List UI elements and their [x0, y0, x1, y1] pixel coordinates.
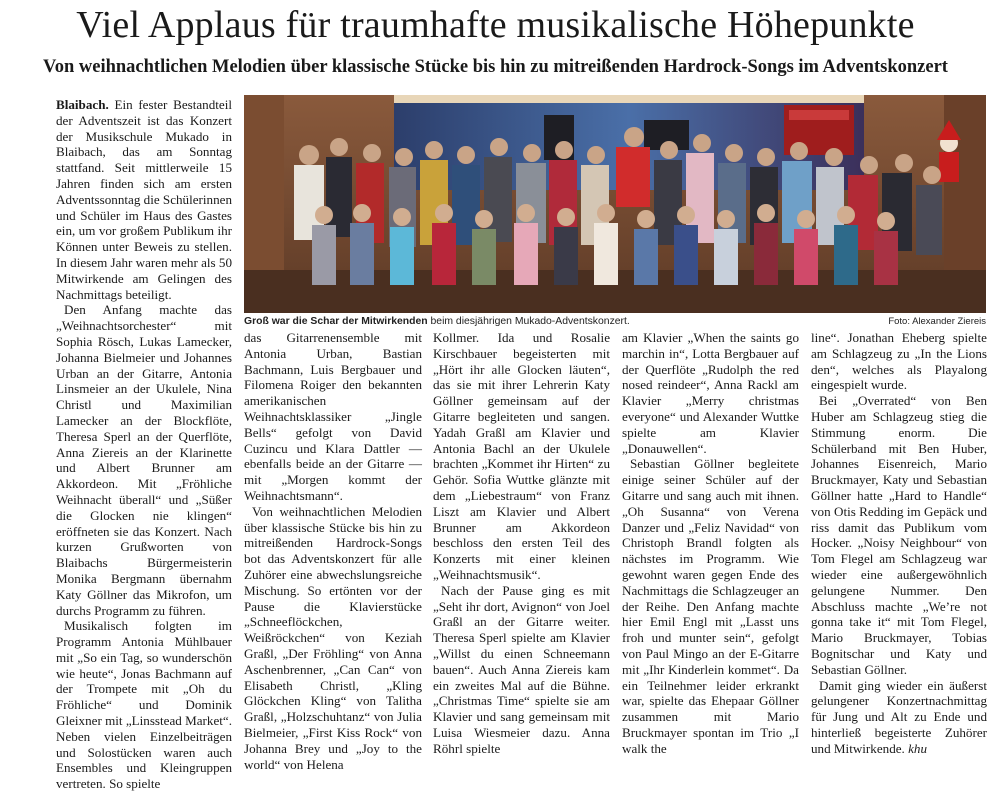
- article-column-5: [811, 330, 987, 756]
- caption-bold: Groß war die Schar der Mitwirkenden: [244, 316, 428, 327]
- article-paragraph: line“. Jonathan Eheberg spielte am Schlagzeug zu „In the Lions den“, welches als Playalong eingespielt wurde.: [811, 330, 987, 393]
- article-paragraph: Nach der Pause ging es mit „Seht ihr dort, Avignon“ von Joel Graßl an der Gitarre weiter. Theresa Sperl spielte am Klavier „Willst du einen Schneemann bauen“. Auch Anna Ziereis kam ein zweites Mal auf die Bühne. „Christmas Time“ spielte sie am Klavier und sang gemeinsam mit Luisa Wiesmeier dazu. Anna Röhrl spielte: [433, 582, 610, 756]
- photo-illustration: [244, 95, 986, 313]
- article-paragraph: das Gitarrenensemble mit Antonia Urban, Bastian Bachmann, Luis Bergbauer und Filomena Roiger den bekannten amerikanischen Weihnachtsklassiker „Jingle Bells“ gefolgt von David Cuzincu und Klara Dattler — ebenfalls beide an der Gitarre — mit „Morgen kommt der Weihnachtsmann“.: [244, 330, 422, 503]
- article-paragraph: Kollmer. Ida und Rosalie Kirschbauer begeisterten mit „Hört ihr alle Glocken läuten“, das sie mit ihrer Lehrerin Katy Göllner gemeinsam auf der Gitarre begleiteten und sangen. Yadah Graßl am Klavier und Antonia Bachl an der Ukulele brachten „Kommet ihr Hirten“ zu Gehör. Sofia Wuttke glänzte mit dem „Liebestraum“ von Franz Liszt am Klavier und Albert Brunner am Akkordeon beschloss den ersten Teil des Konzerts mit einer kleinen „Weihnachtsmusik“.: [433, 330, 610, 582]
- caption-text: [244, 315, 630, 329]
- subheadline: Von weihnachtlichen Melodien über klassische Stücke bis hin zu mitreißenden Hardrock-Songs im Adventskonzert: [43, 57, 948, 77]
- article-paragraph: am Klavier „When the saints go marchin in“, Lotta Bergbauer auf der Querflöte „Rudolph the red nosed reindeer“, Anna Rackl am Klavier „Merry christmas everyone“ und Alexander Wuttke spielte am Klavier „Donauwellen“.: [622, 330, 799, 456]
- article-paragraph: [56, 97, 232, 302]
- photo-caption: [244, 315, 986, 329]
- article-paragraph: Von weihnachtlichen Melodien über klassische Stücke bis hin zu mitreißenden Hardrock-Songs bot das Adventskonzert für alle Zuhörer eine abwechslungsreiche Mischung. So ertönten vor der Pause die Klavierstücke „Schneeflöckchen, Weißröckchen“ von Keziah Graßl, „Der Fröhling“ von Anna Aschenbrenner, „Can Can“ von Elisabeth Christl, „Kling Glöckchen Kling“ von Talitha Graßl, „Holzschuhtanz“ von Julia Bielmeier, „First Kiss Rock“ von Johanna Brey und „Joy to the world“ von Helena: [244, 503, 422, 772]
- concert-group-photo: [244, 95, 986, 313]
- article-paragraph: Musikalisch folgten im Programm Antonia Mühlbauer mit „So ein Tag, so wunderschön wie heute“, Jonas Bachmann auf der Trompete mit „Oh du Fröhliche“ und Dominik Gleixner mit „Linsstead Market“. Neben vielen Einzelbeiträgen und Solostücken waren auch Ensembles und Kleingruppen vertreten. So spielte: [56, 618, 232, 792]
- article-column-1: [56, 97, 233, 792]
- article-paragraph: [811, 678, 987, 757]
- author-signature: khu: [908, 740, 928, 756]
- article-paragraph: Sebastian Göllner begleitete einige seiner Schüler auf der Gitarre und sang auch mit ihnen. „Oh Susanna“ von Verena Danzer und „Feliz Navidad“ von Christoph Brandl folgten als nächstes im Programm. Wie gewohnt waren gegen Ende des Nachmittags die Schlagzeuger an der Reihe. Den Anfang machte hier Emil Engl mit „Lasst uns froh und munter sein“, gefolgt von Paul Mingo an der E-Gitarre mit „Ihr Kinderlein kommet“. Da ein Teilnehmer leider erkrankt war, spielte das Ehepaar Göllner zusammen mit Mario Bruckmayer spontan im Trio „I walk the: [622, 456, 799, 756]
- headline: Viel Applaus für traumhafte musikalische Höhepunkte: [76, 4, 915, 46]
- article-column-2: [244, 330, 422, 772]
- paragraph-text: Ein fester Bestandteil der Adventszeit ist das Konzert der Musikschule Mukado in Blaibach, das am Sonntag stattfand. Seit mittlerweile 15 Jahren finden sich am ersten Adventssonntag die Schülerinnen und Schüler im Haus des Gastes ein, um vor großem Publikum ihr Können unter Beweis zu stellen. In diesem Jahr waren mehr als 50 Mitwirkende am Gelingen des Nachmittags beteiligt.: [56, 97, 233, 302]
- caption-rest: beim diesjährigen Mukado-Adventskonzert.: [427, 316, 630, 327]
- article-paragraph: Bei „Overrated“ von Ben Huber am Schlagzeug stieg die Stimmung enorm. Die Schülerband mit Ben Huber, Johannes Eisenreich, Mario Bruckmayer, Katy und Sebastian Göllner hatte „Hard to Handle“ von Otis Redding im Gepäck und riss damit das Publikum vom Hocker. „Noisy Neighbour“ von Tom Flegel am Schlagzeug war wieder eine außergewöhnlich gelungene Nummer. Den Abschluss machte „We’re not gonna take it“ mit Tom Flegel, Mario Bruckmayer, Tobias Bognitschar und Katy und Sebastian Göllner.: [811, 393, 987, 677]
- article-column-3: [433, 330, 610, 756]
- paragraph-text: Damit ging wieder ein äußerst gelungener Konzertnachmittag für Jung und Alt zu Ende und hinterließ begeisterte Zuhörer und Mitwirkende.: [811, 677, 987, 756]
- dateline: Blaibach.: [56, 97, 109, 112]
- photo-credit: Foto: Alexander Ziereis: [888, 316, 986, 327]
- article-column-4: [622, 330, 799, 756]
- article-paragraph: Den Anfang machte das „Weihnachtsorchester“ mit Sophia Rösch, Lukas Lamecker, Johanna Bielmeier und Johannes Urban an der Gitarre, Antonia Linsmeier an der Ukulele, Nina Christl und Maximilian Lamecker an der Blockflöte, Theresa Sperl an der Querflöte, Anna Ziereis an der Klarinette und Albert Brunner am Akkordeon. Mit „Fröhliche Weihnacht überall“ und „Süßer die Glocken nie klingen“ eröffneten sie das Konzert. Nach kurzen Grußworten von Blaibachs Bürgermeisterin Monika Bergmann übernahm Katy Göllner das Mikrofon, um durchs Programm zu führen.: [56, 302, 232, 618]
